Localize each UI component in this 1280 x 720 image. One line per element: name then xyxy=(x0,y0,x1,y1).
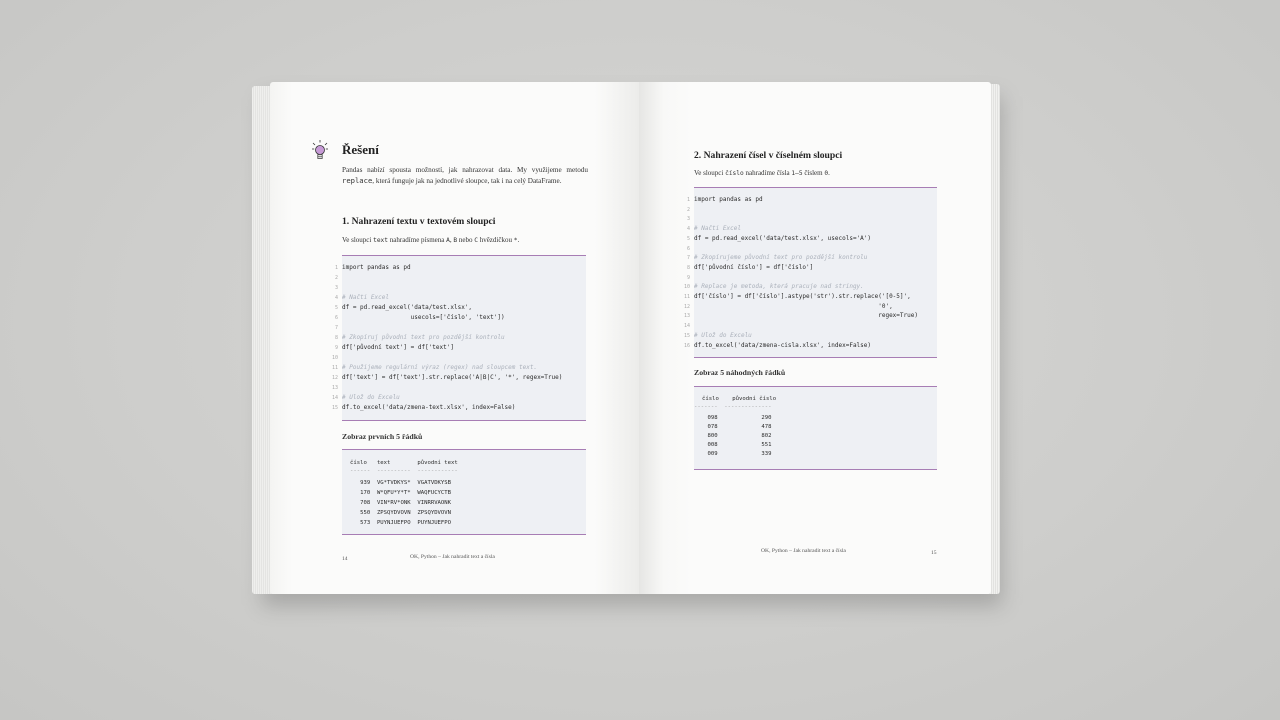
code-block-2 xyxy=(683,187,937,358)
code-text: regex=True) xyxy=(694,312,918,320)
line-number: 6 xyxy=(686,245,690,252)
line-number: 12 xyxy=(683,303,690,310)
code-line xyxy=(328,283,342,293)
output2-row: 008 551 xyxy=(694,442,772,448)
code-line xyxy=(680,311,918,321)
line-number: 7 xyxy=(334,325,338,331)
line-number: 15 xyxy=(331,405,338,411)
code-text: df['text'] = df['text'].str.replace('A|B|C', '*', regex=True) xyxy=(342,374,563,381)
code-line xyxy=(328,403,515,413)
line-number: 15 xyxy=(683,332,690,339)
right-page xyxy=(639,82,991,594)
code-line xyxy=(328,373,562,383)
line-number: 9 xyxy=(334,345,338,351)
code-line xyxy=(680,321,694,331)
line-number: 16 xyxy=(683,342,690,349)
code-line xyxy=(328,363,537,373)
code-text: df.to_excel('data/zmena-cisla.xlsx', index=False) xyxy=(694,341,872,349)
running-footer-right: OK, Python – Jak nahradit text a čísla xyxy=(761,548,846,554)
output1-row: 550 ZPSQYDVOVN ZPSQYDVOVN xyxy=(350,510,452,516)
output2-title: Zobraz 5 náhodných řádků xyxy=(694,368,786,377)
line-number: 4 xyxy=(686,226,690,233)
line-number: 13 xyxy=(683,313,690,320)
output1-row: 939 VG*TVDKYS* VGATVDKYSB xyxy=(350,480,452,486)
output1-title: Zobraz prvních 5 řádků xyxy=(342,432,423,441)
output2-row: 800 802 xyxy=(694,433,772,439)
section1-description: Ve sloupci text nahradíme písmena A, B nebo C hvězdičkou *. xyxy=(342,236,520,244)
code-line xyxy=(328,323,342,333)
output2-separator: ------- -------------- xyxy=(694,404,772,410)
intro-paragraph: Pandas nabízí spousta možností, jak nahrazovat data. My využijeme metodu replace, která funguje jak na jednotlivé sloupce, tak i na celý DataFrame. xyxy=(342,166,588,185)
line-number: 6 xyxy=(334,315,338,321)
line-number: 10 xyxy=(331,355,338,361)
code-line xyxy=(680,302,893,312)
output1-row: 573 PUYNJUEFPO PUYNJUEFPO xyxy=(350,520,452,526)
line-number: 2 xyxy=(334,275,338,281)
output2-row: 098 290 xyxy=(694,415,772,421)
page-number-right: 15 xyxy=(931,550,937,556)
code-text: import pandas as pd xyxy=(342,264,411,271)
code-text: usecols=['číslo', 'text']) xyxy=(342,314,505,321)
code-line xyxy=(328,343,454,353)
code-text: # Načti Excel xyxy=(342,294,389,301)
line-number: 8 xyxy=(334,335,338,341)
line-number: 14 xyxy=(683,323,690,330)
code-line xyxy=(680,244,694,254)
line-number: 9 xyxy=(686,274,690,281)
line-number: 3 xyxy=(334,285,338,291)
line-number: 7 xyxy=(686,255,690,262)
code-text: # Načti Excel xyxy=(694,225,741,233)
code-line xyxy=(328,353,342,363)
code-text: # Replace je metoda, která pracuje nad stringy. xyxy=(694,283,864,291)
section-heading: Řešení xyxy=(342,142,379,157)
line-number: 11 xyxy=(331,365,338,371)
code-text: df['původní text'] = df['text'] xyxy=(342,344,454,351)
line-number: 4 xyxy=(334,295,338,301)
output2-row: 078 478 xyxy=(694,424,772,430)
line-number: 8 xyxy=(686,264,690,271)
code-block-1 xyxy=(331,255,586,421)
code-text: # Ulož do Excelu xyxy=(694,331,752,339)
code-line xyxy=(680,292,911,302)
line-number: 14 xyxy=(331,395,338,401)
code-text: df = pd.read_excel('data/test.xlsx', xyxy=(342,304,473,311)
code-text: # Použijeme regulární výraz (regex) nad sloupcem text. xyxy=(342,364,538,371)
code-line xyxy=(680,195,763,205)
code-line xyxy=(680,214,694,224)
code-text: df.to_excel('data/zmena-text.xlsx', index=False) xyxy=(342,404,516,411)
code-line xyxy=(680,224,741,234)
line-number: 11 xyxy=(683,294,690,300)
running-footer-left: OK, Python – Jak nahradit text a čísla xyxy=(410,554,495,560)
line-number: 3 xyxy=(686,216,690,223)
code-text: df['původní číslo'] = df['číslo'] xyxy=(694,263,814,271)
lightbulb-icon xyxy=(312,140,328,162)
line-number: 1 xyxy=(686,197,690,203)
output-block-2 xyxy=(694,386,937,470)
code-line xyxy=(680,234,871,244)
section2-title: 2. Nahrazení čísel v číselném sloupci xyxy=(694,150,843,161)
page-number-left: 14 xyxy=(342,556,348,562)
output2-row: 009 339 xyxy=(694,451,772,457)
code-line xyxy=(680,253,867,263)
code-line xyxy=(680,263,813,273)
line-number: 12 xyxy=(331,375,338,381)
output2-header: číslo původní číslo xyxy=(702,396,777,402)
code-text: # Zkopírujeme původní text pro pozdější kontrolu xyxy=(694,254,868,262)
code-text: # Zkopíruj původní text pro pozdější kontrolu xyxy=(342,334,505,341)
code-line xyxy=(680,205,694,215)
code-text: import pandas as pd xyxy=(694,196,763,203)
output1-row: 708 VIN*RV*ONK VINRRVAONK xyxy=(350,500,452,506)
code-line xyxy=(680,331,752,341)
code-line xyxy=(328,263,411,273)
output1-row: 170 W*QFU*Y*T* WAQFUCYCTB xyxy=(350,490,452,496)
code-text: '0', xyxy=(694,302,893,310)
code-line xyxy=(328,313,505,323)
line-number: 1 xyxy=(334,265,338,271)
line-number: 13 xyxy=(331,385,338,391)
code-line xyxy=(328,303,472,313)
code-line xyxy=(328,273,342,283)
code-line xyxy=(328,293,389,303)
code-text: df = pd.read_excel('data/test.xlsx', usecols='A') xyxy=(694,234,872,242)
line-number: 5 xyxy=(334,305,338,311)
code-text: # Ulož do Excelu xyxy=(342,394,400,401)
code-line xyxy=(680,341,871,351)
code-line xyxy=(680,273,694,283)
section2-description: Ve sloupci číslo nahradíme čísla 1–5 číslem 0. xyxy=(694,169,830,177)
output1-header: číslo text původní text xyxy=(350,460,458,466)
line-number: 5 xyxy=(686,235,690,242)
code-line xyxy=(328,333,505,343)
left-page xyxy=(270,82,639,594)
output1-separator: ------ ---------- ------------ xyxy=(350,468,458,474)
line-number: 10 xyxy=(683,284,690,291)
code-line xyxy=(328,383,342,393)
output-block-1 xyxy=(342,449,586,535)
code-text: df['číslo'] = df['číslo'].astype('str').str.replace('[0-5]', xyxy=(694,293,911,300)
line-number: 2 xyxy=(686,206,690,213)
code-line xyxy=(680,282,864,292)
section1-title: 1. Nahrazení textu v textovém sloupci xyxy=(342,216,496,227)
code-line xyxy=(328,393,400,403)
